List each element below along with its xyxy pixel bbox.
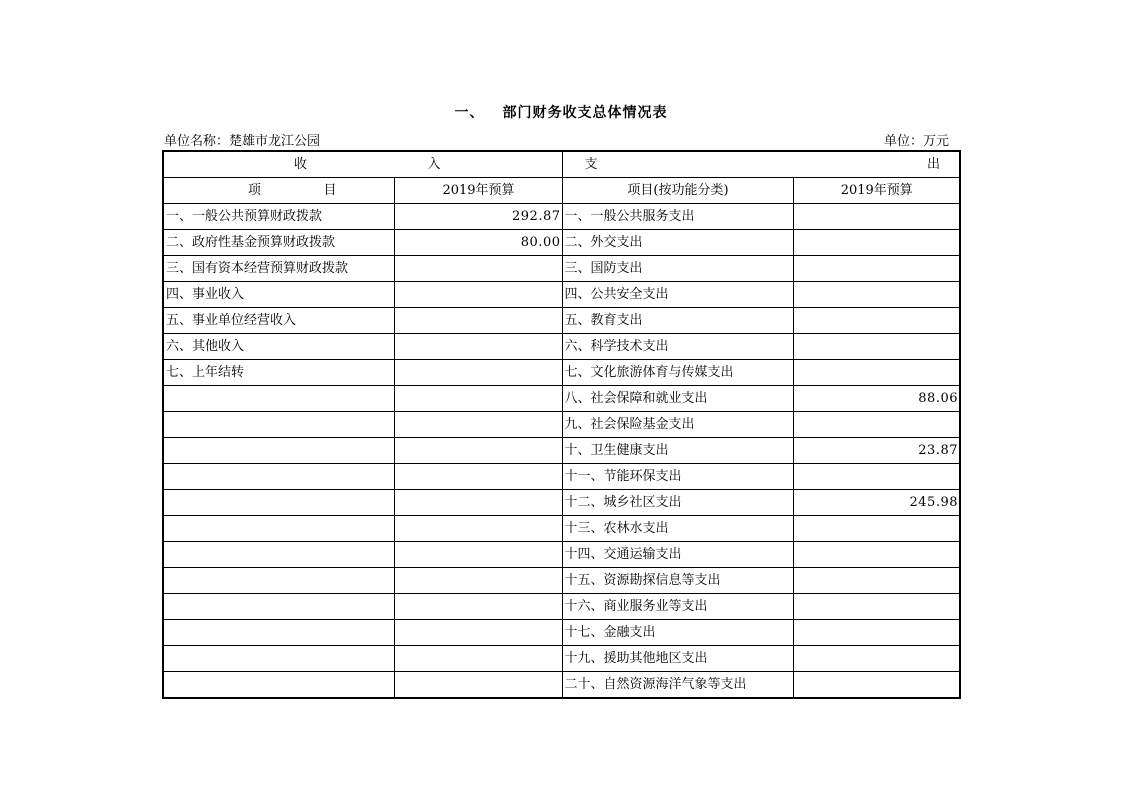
expense-item-cell: 十二、城乡社区支出 (562, 490, 793, 516)
expense-item-cell: 十一、节能环保支出 (562, 464, 793, 490)
table-row (163, 360, 960, 386)
expense-value-cell (793, 282, 960, 308)
table-row (163, 308, 960, 334)
income-item-cell: 五、事业单位经营收入 (163, 308, 394, 334)
table-row (163, 334, 960, 360)
income-item-cell (163, 646, 394, 672)
income-value-cell (394, 646, 562, 672)
expense-value-cell (793, 672, 960, 699)
table-row (163, 620, 960, 646)
expense-budget-header: 2019年预算 (793, 178, 960, 204)
expense-item-cell: 十三、农林水支出 (562, 516, 793, 542)
expense-item-cell: 十四、交通运输支出 (562, 542, 793, 568)
income-budget-header: 2019年预算 (394, 178, 562, 204)
expense-item-cell: 十六、商业服务业等支出 (562, 594, 793, 620)
expense-value-cell (793, 646, 960, 672)
table-row (163, 204, 960, 230)
table-row (163, 646, 960, 672)
expense-value-cell (793, 542, 960, 568)
income-item-cell: 四、事业收入 (163, 282, 394, 308)
income-value-cell: 80.00 (394, 230, 562, 256)
expense-item-cell: 一、一般公共服务支出 (562, 204, 793, 230)
title-text: 部门财务收支总体情况表 (502, 105, 668, 121)
income-item-cell (163, 464, 394, 490)
expense-value-cell (793, 568, 960, 594)
expense-item-cell: 二、外交支出 (562, 230, 793, 256)
table-row (163, 672, 960, 699)
table-row (163, 542, 960, 568)
income-value-cell (394, 568, 562, 594)
expense-value-cell (793, 464, 960, 490)
expense-value-cell (793, 620, 960, 646)
expense-item-cell: 四、公共安全支出 (562, 282, 793, 308)
expense-value-cell (793, 360, 960, 386)
expense-item-header: 项目(按功能分类) (562, 178, 793, 204)
income-item-cell: 一、一般公共预算财政拨款 (163, 204, 394, 230)
expense-item-cell: 三、国防支出 (562, 256, 793, 282)
expense-item-cell: 十九、援助其他地区支出 (562, 646, 793, 672)
page-title (0, 102, 1122, 122)
income-value-cell (394, 308, 562, 334)
unit-name: 单位名称：楚雄市龙江公园 (164, 134, 321, 149)
expense-value-cell: 245.98 (793, 490, 960, 516)
table-row (163, 568, 960, 594)
table-row (163, 256, 960, 282)
table-row (163, 464, 960, 490)
title-number: 一、 (454, 105, 485, 121)
income-item-cell (163, 594, 394, 620)
expense-item-cell: 十七、金融支出 (562, 620, 793, 646)
table-row (163, 438, 960, 464)
income-header: 收 入 (163, 151, 562, 178)
income-value-cell (394, 516, 562, 542)
table-row (163, 594, 960, 620)
income-item-cell (163, 516, 394, 542)
income-item-cell (163, 568, 394, 594)
table-row (163, 230, 960, 256)
income-value-cell (394, 386, 562, 412)
expense-item-cell: 五、教育支出 (562, 308, 793, 334)
income-value-cell (394, 620, 562, 646)
expense-item-cell: 二十、自然资源海洋气象等支出 (562, 672, 793, 699)
budget-table (162, 150, 961, 699)
income-item-header: 项 目 (163, 178, 394, 204)
table-row (163, 282, 960, 308)
table-row (163, 386, 960, 412)
unit-label: 单位：万元 (884, 134, 950, 149)
income-item-cell (163, 412, 394, 438)
expense-value-cell (793, 204, 960, 230)
expense-item-cell: 六、科学技术支出 (562, 334, 793, 360)
expense-item-cell: 十五、资源勘探信息等支出 (562, 568, 793, 594)
income-item-cell: 七、上年结转 (163, 360, 394, 386)
income-value-cell (394, 594, 562, 620)
income-value-cell (394, 490, 562, 516)
income-item-cell: 二、政府性基金预算财政拨款 (163, 230, 394, 256)
income-value-cell: 292.87 (394, 204, 562, 230)
expense-value-cell (793, 516, 960, 542)
expense-value-cell (793, 594, 960, 620)
income-item-cell (163, 672, 394, 699)
expense-item-cell: 七、文化旅游体育与传媒支出 (562, 360, 793, 386)
income-value-cell (394, 360, 562, 386)
income-item-cell (163, 542, 394, 568)
income-value-cell (394, 438, 562, 464)
expense-value-cell (793, 334, 960, 360)
expense-item-cell: 十、卫生健康支出 (562, 438, 793, 464)
expense-value-cell (793, 412, 960, 438)
table-row (163, 412, 960, 438)
expense-value-cell (793, 230, 960, 256)
income-item-cell: 六、其他收入 (163, 334, 394, 360)
income-value-cell (394, 672, 562, 699)
income-value-cell (394, 334, 562, 360)
expense-value-cell (793, 256, 960, 282)
expense-header: 支 出 (562, 151, 960, 178)
expense-item-cell: 九、社会保险基金支出 (562, 412, 793, 438)
income-value-cell (394, 282, 562, 308)
header-row-main (163, 151, 960, 178)
header-row-sub (163, 178, 960, 204)
income-value-cell (394, 542, 562, 568)
expense-item-cell: 八、社会保障和就业支出 (562, 386, 793, 412)
expense-value-cell: 88.06 (793, 386, 960, 412)
income-item-cell (163, 386, 394, 412)
income-value-cell (394, 256, 562, 282)
income-item-cell (163, 620, 394, 646)
table-row (163, 516, 960, 542)
income-item-cell (163, 490, 394, 516)
income-item-cell (163, 438, 394, 464)
income-item-cell: 三、国有资本经营预算财政拨款 (163, 256, 394, 282)
income-value-cell (394, 412, 562, 438)
income-value-cell (394, 464, 562, 490)
table-row (163, 490, 960, 516)
expense-value-cell: 23.87 (793, 438, 960, 464)
expense-value-cell (793, 308, 960, 334)
